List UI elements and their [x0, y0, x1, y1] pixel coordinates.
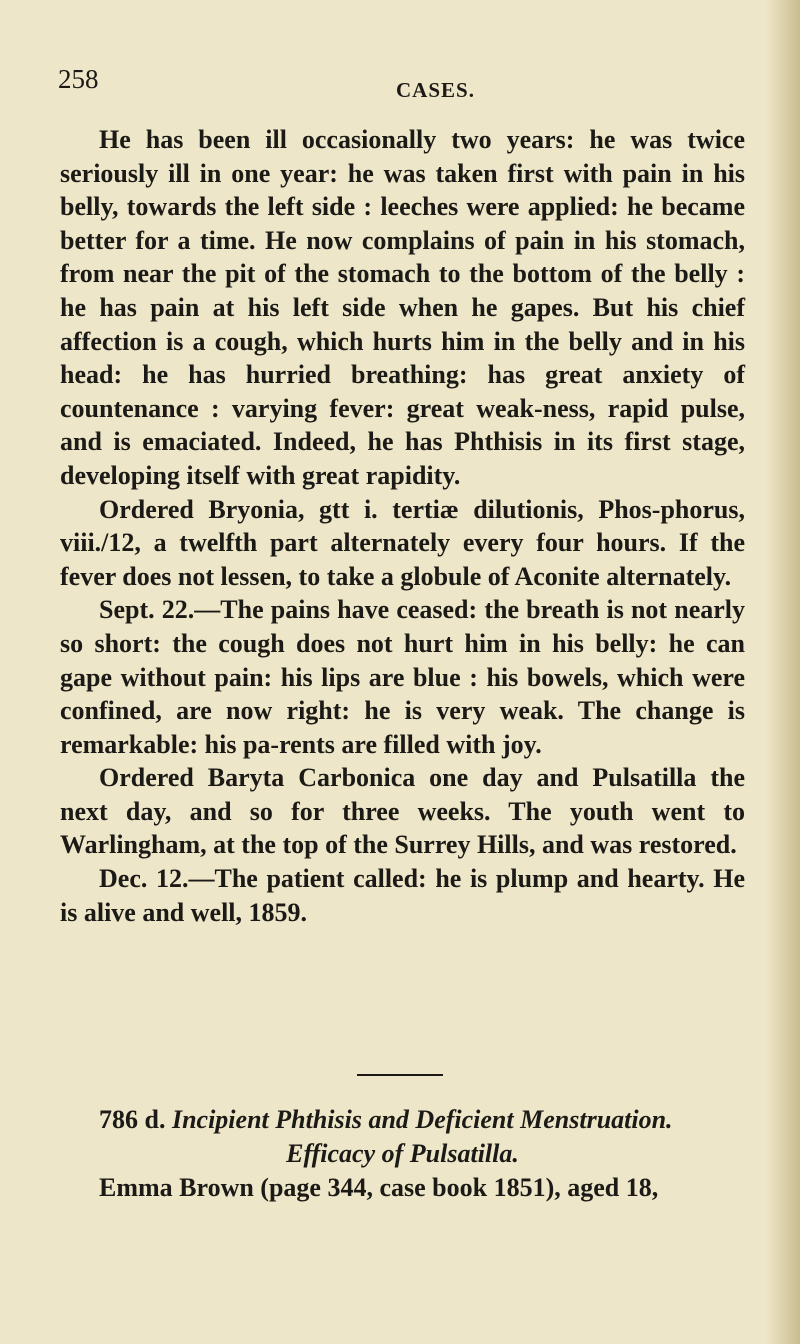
- paragraph-prescription-2: Ordered Baryta Carbonica one day and Pulsatilla the next day, and so for three weeks. The youth went to Warlingham, at the top of the Surrey Hills, and was restored.: [60, 763, 745, 860]
- case-subtitle: Efficacy of Pulsatilla.: [286, 1139, 519, 1168]
- case-number: 786 d.: [99, 1105, 166, 1134]
- section-divider: [357, 1074, 443, 1076]
- paragraph-dec-12: Dec. 12.—The patient called: he is plump and hearty. He is alive and well, 1859.: [60, 864, 745, 927]
- paragraph-history: He has been ill occasionally two years: he was twice seriously ill in one year: he was taken first with pain in his belly, towards the left side : leeches were applied: he became better for a time. He now complains of pain in his stomach, from near the pit of the stomach to the bottom of the belly : he has pain at his left side when he gapes. But his chief affection is a cough, which hurts him in the belly and in his head: he has hurried breathing: has great anxiety of countenance : varying fever: great weak-ness, rapid pulse, and is emaciated. Indeed, he has Phthisis in its first stage, developing itself with great rapidity.: [60, 125, 745, 490]
- case-heading: [99, 1103, 745, 1137]
- case-intro: Emma Brown (page 344, case book 1851), aged 18,: [99, 1173, 659, 1202]
- case-section: [60, 1103, 745, 1205]
- page-edge-shadow: [766, 0, 800, 1344]
- paragraph-prescription-1: Ordered Bryonia, gtt i. tertiæ dilutionis, Phos-phorus, viii./12, a twelfth part alternately every four hours. If the fever does not lessen, to take a globule of Aconite alternately.: [60, 494, 745, 591]
- body-text: [60, 123, 745, 929]
- page-number: 258: [58, 64, 99, 94]
- page-header: [58, 62, 758, 106]
- case-title: Incipient Phthisis and Deficient Menstruation.: [171, 1105, 673, 1134]
- running-head: CASES.: [396, 78, 475, 102]
- paragraph-sept-22: Sept. 22.—The pains have ceased: the breath is not nearly so short: the cough does not hurt him in his belly: he can gape without pain: his lips are blue : his bowels, which were confined, are now right: he is very weak. The change is remarkable: his pa-rents are filled with joy.: [60, 595, 745, 759]
